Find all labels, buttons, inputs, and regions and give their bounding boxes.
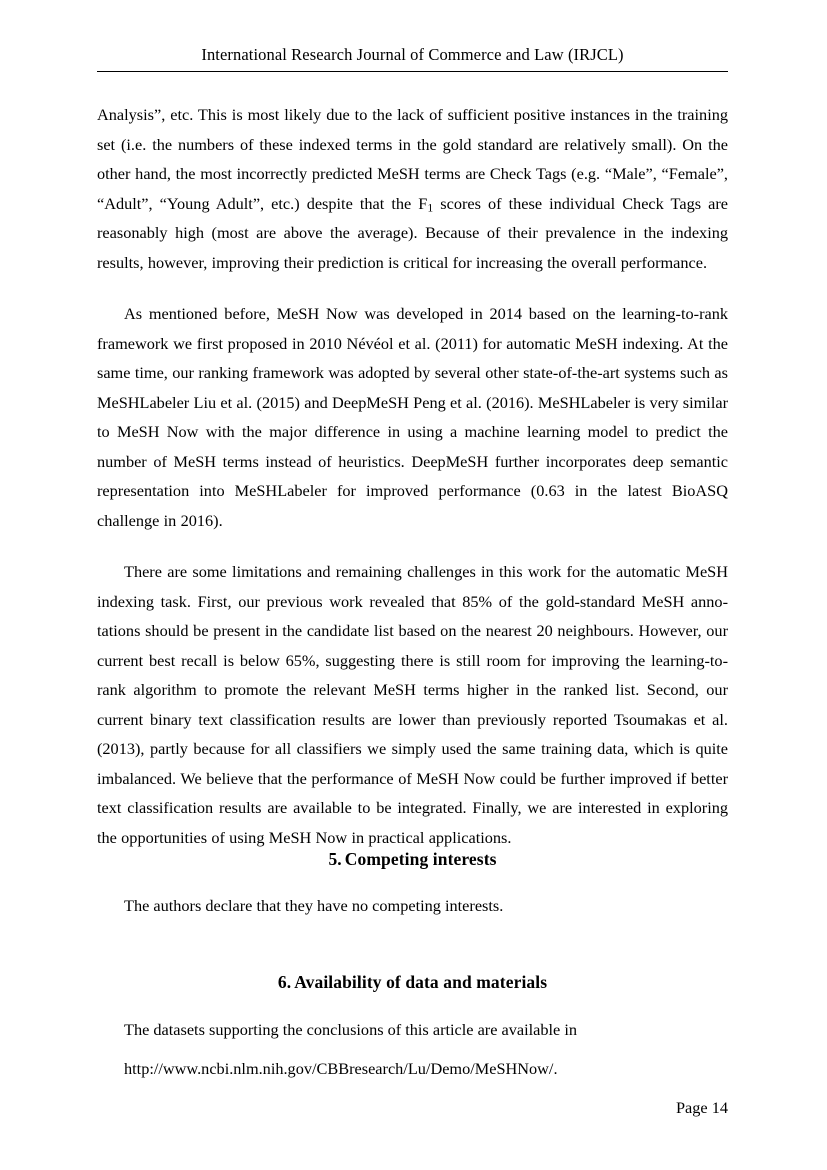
paragraph-continuation <box>97 100 728 277</box>
section-title: Availability of data and materials <box>294 972 548 992</box>
section-heading-availability <box>97 969 728 995</box>
paragraph-mesh-now-history: As mentioned before, MeSH Now was developed in 2014 based on the learning-to-rank framework we first proposed in 2010 Névéol et al. (2011) for automatic MeSH indexing. At the same time, our ranking framework was adopted by several other state-of-the-art systems such as MeSHLabeler Liu et al. (2015) and DeepMeSH Peng et al. (2016). MeSHLabeler is very similar to MeSH Now with the major difference in using a machine learning model to predict the number of MeSH terms instead of heuristics. DeepMeSH further incorporates deep semantic representation into MeSHLabeler for improved performance (0.63 in the latest BioASQ challenge in 2016). <box>97 304 728 530</box>
section-heading-competing-interests <box>97 846 728 872</box>
availability-statement: The datasets supporting the conclusions of this article are available in <box>124 1020 578 1039</box>
running-head: International Research Journal of Commerce and Law (IRJCL) <box>201 45 624 64</box>
section-title: Competing interests <box>344 849 497 869</box>
document-body <box>97 100 728 852</box>
section-number: 5. <box>328 849 342 869</box>
dataset-url: http://www.ncbi.nlm.nih.gov/CBBresearch/Lu/Demo/MeSHNow/. <box>124 1059 558 1078</box>
f1-subscript: 1 <box>427 201 434 215</box>
paragraph-limitations: There are some limitations and remaining challenges in this work for the automatic MeSH indexing task. First, our previous work revealed that 85% of the gold-standard MeSH anno-tations should be present in the candidate list based on the nearest 20 neighbours. However, our current best recall is below 65%, suggesting there is still room for improving the learning-to-rank algorithm to promote the relevant MeSH terms higher in the ranked list. Second, our current binary text classification results are lower than previously reported Tsoumakas et al. (2013), partly because for all classifiers we simply used the same training data, which is quite imbalanced. We believe that the performance of MeSH Now could be further improved if better text classification results are available to be integrated. Finally, we are interested in exploring the opportunities of using MeSH Now in practical applications. <box>97 562 728 847</box>
competing-interests-statement: The authors declare that they have no competing interests. <box>124 896 504 915</box>
paragraph-1-text-after-subscript: scores of these individual Check Tags are reasonably high (most are above the average). Because of their prevalence in the indexing results, however, improving their prediction is critical for increasing the overall performance. <box>97 193 728 272</box>
running-head-rule <box>97 71 728 72</box>
paragraph-1-text-before-subscript: Analysis”, etc. This is most likely due to the lack of sufficient positive instances in the training set (i.e. the numbers of these indexed terms in the gold standard are relatively small). On the other hand, the most incorrectly predicted MeSH terms are Check Tags (e.g. “Male”, “Female”, “Adult”, “Young Adult”, etc.) despite that the F <box>97 105 728 213</box>
page-number-footer: Page 14 <box>676 1098 728 1117</box>
section-number: 6. <box>277 972 292 992</box>
